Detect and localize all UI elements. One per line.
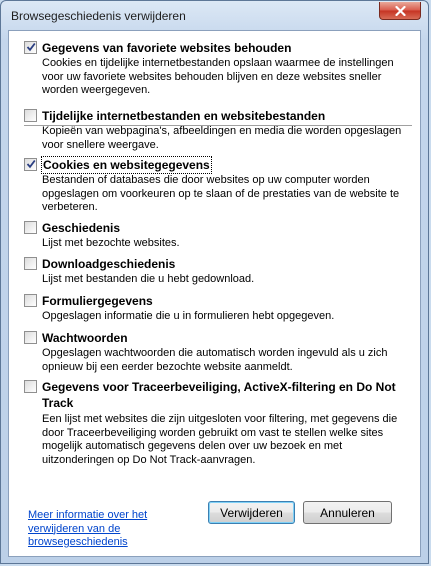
option-passwords bbox=[24, 330, 412, 372]
title-bar[interactable] bbox=[1, 1, 428, 29]
history-label[interactable]: Geschiedenis bbox=[42, 221, 121, 235]
option-tracking bbox=[24, 379, 412, 469]
close-icon bbox=[395, 6, 406, 16]
option-cookies bbox=[24, 157, 412, 213]
form-data-checkbox[interactable] bbox=[24, 294, 37, 307]
window-title: Browsegeschiedenis verwijderen bbox=[11, 9, 186, 23]
option-favorites bbox=[24, 40, 412, 96]
downloads-description: Lijst met bestanden die u hebt gedownload. bbox=[42, 273, 255, 285]
downloads-label[interactable]: Downloadgeschiedenis bbox=[42, 257, 176, 271]
favorites-label[interactable]: Gegevens van favoriete websites behouden bbox=[42, 41, 292, 55]
close-button[interactable] bbox=[379, 2, 421, 20]
form-data-label[interactable]: Formuliergegevens bbox=[42, 294, 153, 308]
option-temp-files bbox=[24, 108, 412, 150]
passwords-label[interactable]: Wachtwoorden bbox=[42, 331, 128, 345]
favorites-description: Cookies en tijdelijke internetbestanden opslaan waarmee de instellingen voor uw favoriete websites behouden blijven en deze websites sneller worden weergegeven. bbox=[42, 57, 394, 96]
downloads-checkbox[interactable] bbox=[24, 257, 37, 270]
delete-button[interactable]: Verwijderen bbox=[208, 501, 295, 524]
form-data-description: Opgeslagen informatie die u in formulieren hebt opgegeven. bbox=[42, 310, 335, 322]
cookies-description: Bestanden of databases die door websites op uw computer worden opgeslagen om voorkeuren op te slaan of de prestaties van de website te verbeteren. bbox=[42, 174, 400, 213]
more-info-link[interactable]: Meer informatie over het verwijderen van de browsegeschiedenis bbox=[28, 509, 148, 548]
option-form-data bbox=[24, 293, 412, 323]
cookies-checkbox[interactable] bbox=[24, 158, 37, 171]
tracking-checkbox[interactable] bbox=[24, 380, 37, 393]
option-history bbox=[24, 220, 412, 250]
cancel-button[interactable]: Annuleren bbox=[303, 501, 392, 524]
option-downloads bbox=[24, 256, 412, 286]
history-checkbox[interactable] bbox=[24, 221, 37, 234]
favorites-checkbox[interactable] bbox=[24, 41, 37, 54]
tracking-description: Een lijst met websites die zijn uitgesloten voor filtering, met gegevens die door Traceerbeveiliging worden gebruikt om vast te stellen welke sites mogelijk automatisch gegevens delen over uw bezoek en met uitzonderingen op Do Not Track-aanvragen. bbox=[42, 413, 398, 466]
passwords-description: Opgeslagen wachtwoorden die automatisch worden ingevuld als u zich opnieuw bij een eerder bezochte website aanmeldt. bbox=[42, 347, 388, 373]
temp-files-description: Kopieën van webpagina's, afbeeldingen en media die worden opgeslagen voor snellere weergave. bbox=[42, 125, 402, 151]
history-description: Lijst met bezochte websites. bbox=[42, 237, 180, 249]
tracking-label[interactable]: Gegevens voor Traceerbeveiliging, ActiveX-filtering en Do Not Track bbox=[42, 380, 396, 410]
cookies-label[interactable]: Cookies en websitegegevens bbox=[43, 158, 210, 172]
checkmark-icon bbox=[26, 159, 36, 169]
passwords-checkbox[interactable] bbox=[24, 331, 37, 344]
temp-files-checkbox[interactable] bbox=[24, 109, 37, 122]
dialog-content bbox=[8, 30, 421, 557]
checkmark-icon bbox=[26, 42, 36, 52]
temp-files-label[interactable]: Tijdelijke internetbestanden en websitebestanden bbox=[42, 109, 326, 123]
